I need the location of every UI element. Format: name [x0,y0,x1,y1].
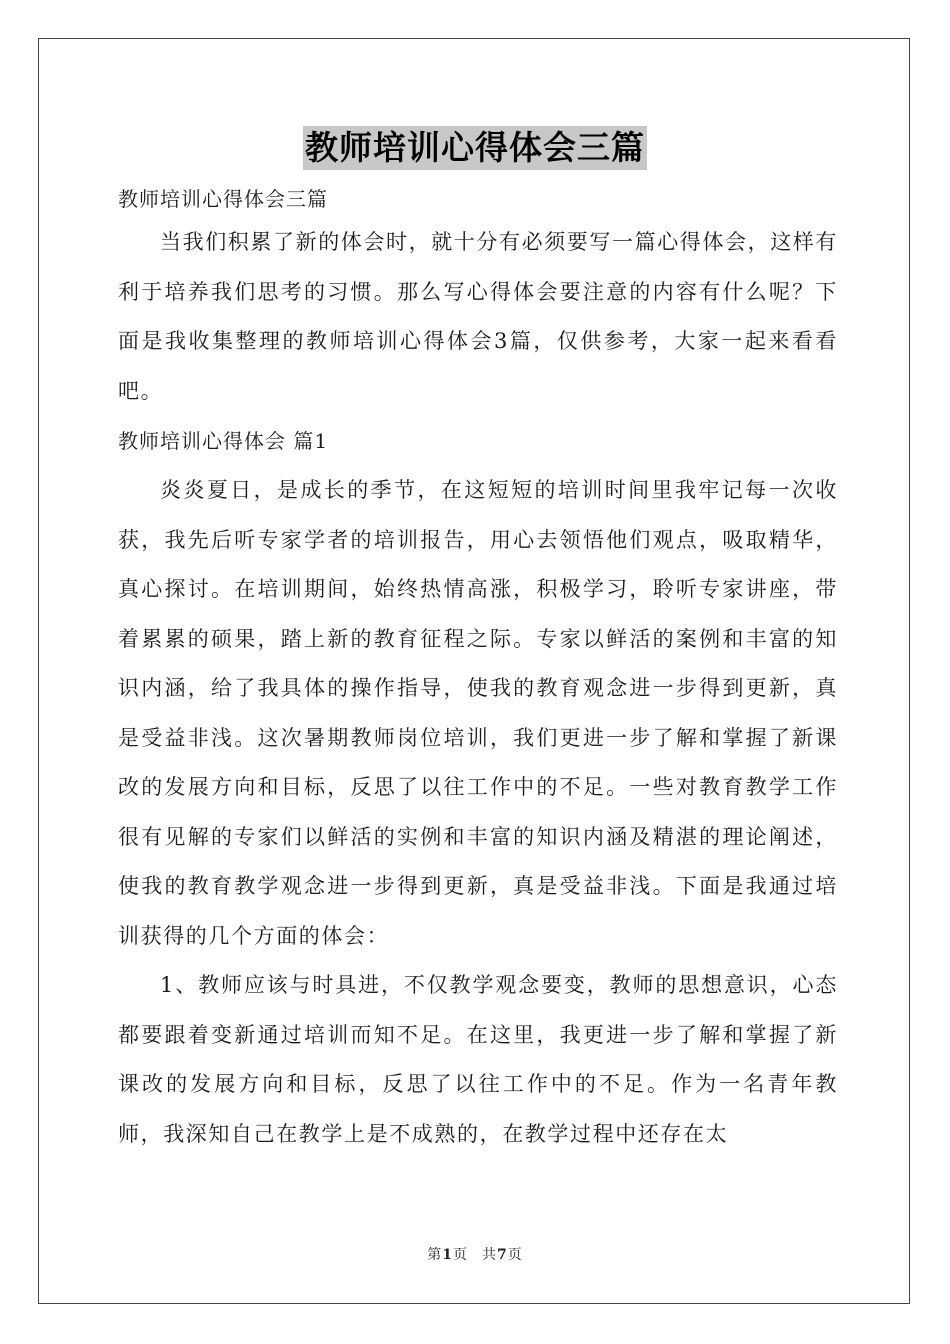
intro-paragraph: 当我们积累了新的体会时，就十分有必须要写一篇心得体会，这样有利于培养我们思考的习惯。那么写心得体会要注意的内容有什么呢？下面是我收集整理的教师培训心得体会3篇，仅供参考，大家一起来看看吧。 [118,230,838,403]
page-suffix: 页 [453,1247,468,1263]
page-footer [0,1244,950,1264]
document-body [118,180,838,1159]
section-paragraph: 1、教师应该与时具进，不仅教学观念要变，教师的思想意识，心态都要跟着变新通过培训而知不足。在这里，我更进一步了解和掌握了新课改的发展方向和目标，反思了以往工作中的不足。作为一名青年教师，我深知自己在教学上是不成熟的，在教学过程中还存在太 [118,973,838,1146]
document-subtitle: 教师培训心得体会三篇 [118,187,328,211]
title-container [0,126,950,170]
document-title: 教师培训心得体会三篇 [303,126,647,170]
section-paragraph: 炎炎夏日，是成长的季节，在这短短的培训时间里我牢记每一次收获，我先后听专家学者的培训报告，用心去领悟他们观点，吸取精华，真心探讨。在培训期间，始终热情高涨，积极学习，聆听专家讲座，带着累累的硕果，踏上新的教育征程之际。专家以鲜活的案例和丰富的知识内涵，给了我具体的操作指导，使我的教育观念进一步得到更新，真是受益非浅。这次暑期教师岗位培训，我们更进一步了解和掌握了新课改的发展方向和目标，反思了以往工作中的不足。一些对教育教学工作很有见解的专家们以鲜活的实例和丰富的知识内涵及精湛的理论阐述，使我的教育教学观念进一步得到更新，真是受益非浅。下面是我通过培训获得的几个方面的体会： [118,478,838,948]
page-number: 1 [442,1247,453,1263]
page-prefix: 第 [427,1247,443,1263]
section-heading: 教师培训心得体会 篇1 [118,429,329,453]
total-suffix: 页 [507,1247,523,1263]
total-prefix: 共 [482,1247,497,1263]
total-pages: 7 [497,1247,508,1263]
